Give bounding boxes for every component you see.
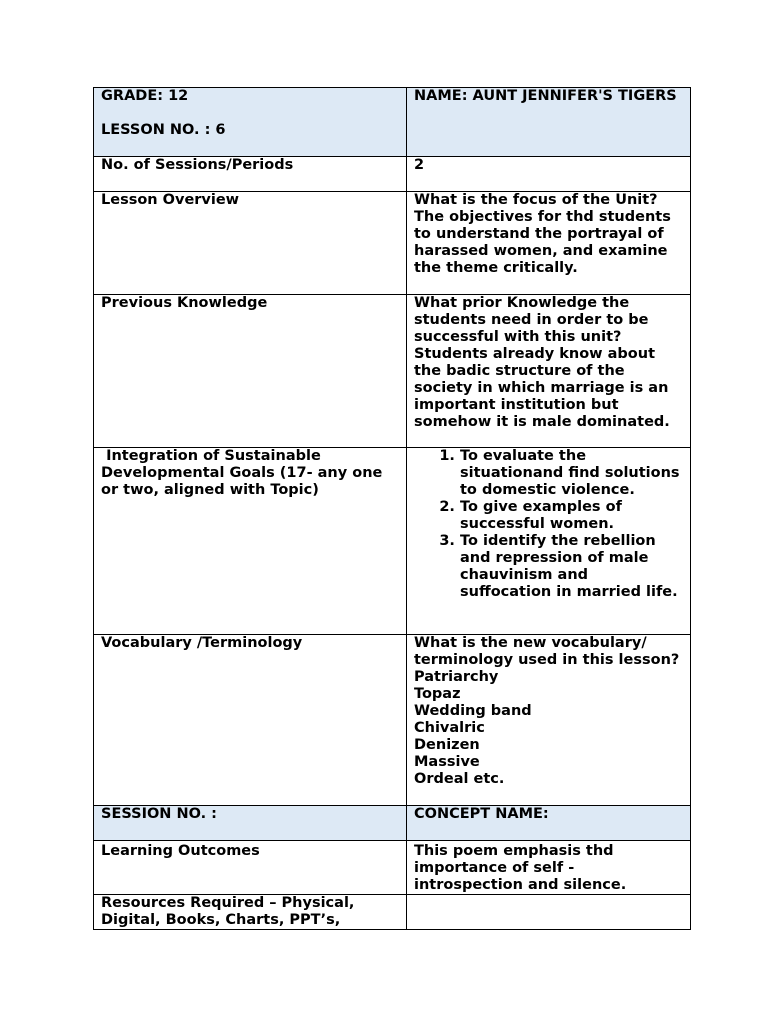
overview-row (94, 192, 691, 295)
lesson-name-cell: NAME: AUNT JENNIFER'S TIGERS (407, 88, 691, 157)
vocabulary-intro: What is the new vocabulary/ terminology used in this lesson? (414, 635, 680, 668)
sdg-value (407, 448, 691, 635)
overview-value: What is the focus of the Unit? The objectives for thd students to understand the portrayal of harassed women, and examine the theme critically. (407, 192, 691, 295)
header-row (94, 88, 691, 157)
sdg-item: 3. To identify the rebellion and repression of male chauvinism and suffocation in married life. (460, 533, 683, 601)
grade-label: GRADE: 12 (101, 88, 189, 104)
lesson-number-label: LESSON NO. : 6 (101, 122, 226, 138)
concept-name-label: CONCEPT NAME: (407, 806, 691, 841)
sessions-label: No. of Sessions/Periods (94, 157, 407, 192)
vocabulary-word: Ordeal etc. (414, 771, 505, 787)
sessions-row (94, 157, 691, 192)
learning-outcomes-value: This poem emphasis thd importance of self - introspection and silence. (407, 841, 691, 895)
vocabulary-row (94, 635, 691, 806)
previous-knowledge-row (94, 295, 691, 448)
vocabulary-word: Massive (414, 754, 480, 770)
sdg-list (414, 448, 683, 601)
sessions-value: 2 (407, 157, 691, 192)
vocabulary-label: Vocabulary /Terminology (94, 635, 407, 806)
learning-outcomes-label: Learning Outcomes (94, 841, 407, 895)
resources-value (407, 895, 691, 930)
session-row (94, 806, 691, 841)
resources-row (94, 895, 691, 930)
grade-lesson-cell (94, 88, 407, 157)
vocabulary-value (407, 635, 691, 806)
sdg-item: 2. To give examples of successful women. (460, 499, 683, 533)
sdg-label: Integration of Sustainable Developmental Goals (17- any one or two, aligned with Topic) (94, 448, 407, 635)
session-number-label: SESSION NO. : (94, 806, 407, 841)
vocabulary-word: Wedding band (414, 703, 532, 719)
vocabulary-word: Patriarchy (414, 669, 499, 685)
previous-knowledge-value: What prior Knowledge the students need in order to be successful with this unit? Students already know about the badic structure of the society in which marriage is an important institution but somehow it is male dominated. (407, 295, 691, 448)
previous-knowledge-label: Previous Knowledge (94, 295, 407, 448)
vocabulary-word: Denizen (414, 737, 480, 753)
resources-label: Resources Required – Physical, Digital, Books, Charts, PPT’s, (94, 895, 407, 930)
lesson-plan-table (93, 87, 691, 930)
sdg-row (94, 448, 691, 635)
vocabulary-word: Chivalric (414, 720, 485, 736)
vocabulary-word: Topaz (414, 686, 461, 702)
learning-outcomes-row (94, 841, 691, 895)
sdg-item: 1. To evaluate the situationand find solutions to domestic violence. (460, 448, 683, 499)
overview-label: Lesson Overview (94, 192, 407, 295)
